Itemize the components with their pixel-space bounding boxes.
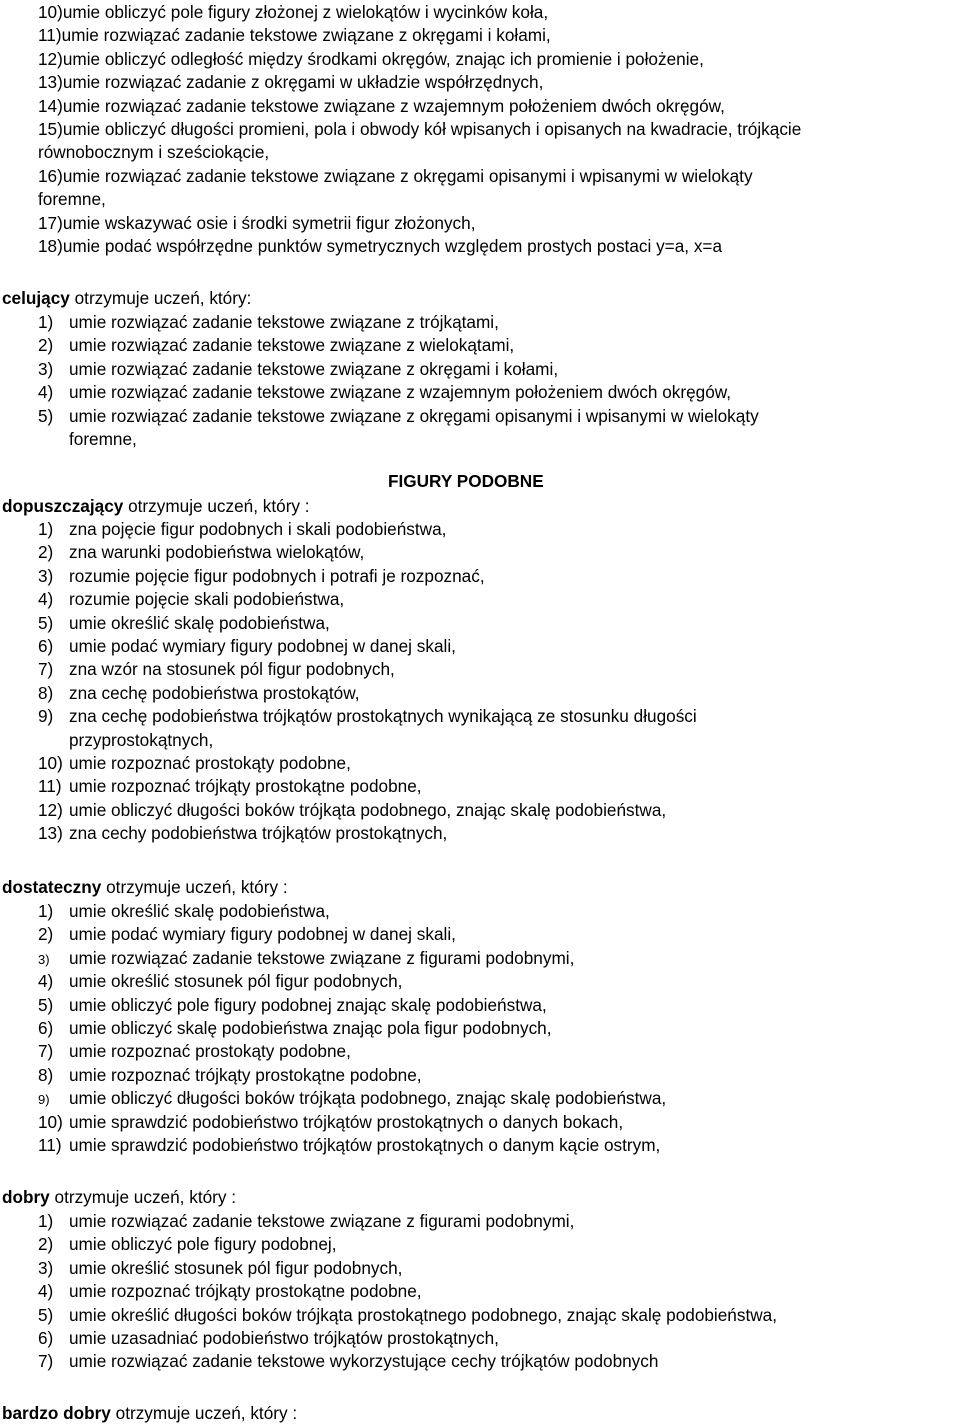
section-heading (388, 470, 544, 492)
item-text: rozumie pojęcie figur podobnych i potrafi je rozpoznać, (69, 565, 485, 586)
item-text: zna warunki podobieństwa wielokątów, (69, 542, 365, 563)
list-item (38, 1017, 552, 1039)
section-title: FIGURY PODOBNE (388, 471, 544, 491)
item-text: umie określić stosunek pól figur podobnych, (69, 1257, 403, 1278)
item-text: umie sprawdzić podobieństwo trójkątów prostokątnych o danym kącie ostrym, (69, 1135, 661, 1155)
item-number: 2) (38, 924, 54, 945)
item-text-continuation: przyprostokątnych, (69, 729, 214, 750)
list-item (38, 311, 499, 333)
list-item (38, 71, 543, 93)
list-item (38, 1280, 422, 1302)
item-text: umie obliczyć pole figury złożonej z wielokątów i wycinków koła, (62, 2, 549, 22)
item-number: 4) (38, 971, 54, 992)
list-item (38, 612, 330, 634)
item-text: umie rozwiązać zadanie tekstowe związane z wzajemnym położeniem dwóch okręgów, (62, 95, 725, 116)
list-item (38, 1064, 422, 1086)
list-item (38, 1257, 402, 1279)
item-text: zna cechę podobieństwa trójkątów prostokątnych wynikającą ze stosunku długości (69, 706, 697, 727)
item-number: 1) (38, 901, 54, 921)
list-item (38, 334, 514, 356)
list-item (38, 900, 330, 922)
item-text-continuation: foremne, (38, 189, 106, 210)
grade-header (2, 1402, 297, 1424)
grade-intro: otrzymuje uczeń, który : (128, 496, 310, 516)
item-number: 4) (38, 382, 54, 403)
item-number: 10) (38, 1111, 63, 1132)
item-text: umie obliczyć pole figury podobnej znając skalę podobieństwa, (69, 994, 547, 1015)
item-number: 10) (38, 753, 63, 773)
item-number: 12) (38, 48, 63, 69)
grade-label: dopuszczający (2, 496, 124, 516)
item-number: 7) (38, 1351, 54, 1372)
item-text: umie rozwiązać zadanie tekstowe wykorzystujące cechy trójkątów podobnych (69, 1351, 659, 1372)
list-item (38, 541, 364, 563)
item-number: 4) (38, 589, 54, 610)
item-number: 9) (38, 706, 54, 727)
item-number: 11) (38, 776, 62, 797)
list-item (38, 518, 446, 540)
item-text: umie obliczyć skalę podobieństwa znając pola figur podobnych, (69, 1018, 552, 1038)
item-number: 6) (38, 636, 54, 656)
list-item (38, 658, 395, 680)
grade-intro: otrzymuje uczeń, który : (106, 877, 288, 897)
item-number: 7) (38, 659, 54, 680)
list-item (38, 358, 558, 380)
item-number: 2) (38, 1234, 54, 1255)
grade-intro: otrzymuje uczeń, który : (115, 1403, 298, 1423)
item-text: umie rozpoznać trójkąty prostokątne podobne, (69, 776, 422, 797)
item-number: 3) (38, 1257, 54, 1278)
item-number: 16) (38, 165, 63, 186)
list-item (38, 1134, 660, 1156)
item-text: umie rozwiązać zadanie tekstowe związane z okręgami opisanymi i wpisanymi w wielokąty (69, 405, 759, 426)
grade-label: dostateczny (2, 877, 102, 897)
item-number: 11) (38, 1135, 62, 1155)
item-number: 3) (38, 565, 54, 586)
grade-label: celujący (2, 288, 70, 308)
item-text: umie rozwiązać zadanie z okręgami w układzie współrzędnych, (62, 72, 544, 93)
item-number: 9) (38, 1092, 50, 1108)
item-text: umie rozwiązać zadanie tekstowe związane z wzajemnym położeniem dwóch okręgów, (69, 382, 732, 403)
list-item (38, 775, 422, 797)
item-text: umie obliczyć pole figury podobnej, (69, 1234, 337, 1255)
item-number: 5) (38, 612, 54, 633)
item-number: 5) (38, 1304, 54, 1325)
item-text: zna cechy podobieństwa trójkątów prostokątnych, (69, 823, 448, 844)
grade-intro: otrzymuje uczeń, który : (54, 1187, 237, 1207)
list-item-continuation (38, 141, 269, 163)
list-item (38, 1210, 574, 1232)
list-item (38, 24, 551, 46)
item-number: 2) (38, 335, 54, 356)
list-item (38, 1111, 623, 1133)
item-number: 6) (38, 1018, 54, 1038)
item-text: umie wskazywać osie i środki symetrii figur złożonych, (62, 212, 476, 233)
item-text: zna wzór na stosunek pól figur podobnych, (69, 659, 395, 680)
grade-label: dobry (2, 1187, 50, 1207)
grade-header (2, 287, 251, 309)
list-item (38, 1, 548, 23)
list-item (38, 1087, 666, 1109)
list-item (38, 994, 547, 1016)
list-item (38, 822, 447, 844)
item-number: 11) (38, 25, 62, 46)
item-text-continuation: równobocznym i sześciokącie, (38, 142, 270, 163)
list-item-continuation (69, 428, 137, 450)
item-text: umie uzasadniać podobieństwo trójkątów prostokątnych, (69, 1328, 499, 1348)
item-number: 6) (38, 1328, 54, 1348)
item-number: 1) (38, 1211, 54, 1231)
item-text: umie rozwiązać zadanie tekstowe związane z okręgami i kołami, (69, 358, 559, 379)
list-item-continuation (69, 729, 213, 751)
item-text: umie podać współrzędne punktów symetrycznych względem prostych postaci y=a, x=a (62, 236, 723, 256)
item-text: umie określić długości boków trójkąta prostokątnego podobnego, znając skalę podobieństwa, (69, 1304, 777, 1325)
list-item (38, 1040, 351, 1062)
item-number: 13) (38, 72, 63, 93)
item-number: 3) (38, 951, 50, 967)
item-number: 14) (38, 95, 63, 116)
list-item (38, 95, 725, 117)
item-number: 5) (38, 405, 54, 426)
item-number: 3) (38, 358, 54, 379)
list-item (38, 923, 456, 945)
list-item (38, 635, 456, 657)
item-text: umie podać wymiary figury podobnej w danej skali, (69, 924, 456, 945)
item-text: umie określić stosunek pól figur podobnych, (69, 971, 403, 992)
item-text: umie podać wymiary figury podobnej w danej skali, (69, 636, 456, 656)
item-text: umie określić skalę podobieństwa, (69, 901, 330, 921)
item-text: umie obliczyć długości promieni, pola i obwody kół wpisanych i opisanych na kwadracie, trójkącie (62, 119, 802, 139)
item-number: 7) (38, 1041, 54, 1062)
list-item (38, 799, 666, 821)
item-number: 8) (38, 682, 54, 703)
item-text: umie rozpoznać prostokąty podobne, (69, 753, 351, 773)
list-item (38, 1233, 337, 1255)
item-text: umie rozwiązać zadanie tekstowe związane z wielokątami, (69, 335, 515, 356)
list-item (38, 565, 485, 587)
item-text: umie rozwiązać zadanie tekstowe związane z okręgami i kołami, (61, 25, 551, 46)
item-number: 17) (38, 212, 63, 233)
list-item (38, 405, 759, 427)
grade-intro: otrzymuje uczeń, który: (74, 288, 252, 308)
item-number: 1) (38, 519, 54, 539)
list-item (38, 1350, 658, 1372)
list-item (38, 118, 801, 140)
list-item (38, 48, 704, 70)
item-text: umie rozwiązać zadanie tekstowe związane z figurami podobnymi, (69, 947, 575, 968)
list-item (38, 752, 351, 774)
item-text: rozumie pojęcie skali podobieństwa, (69, 589, 345, 610)
list-item (38, 705, 697, 727)
list-item (38, 970, 402, 992)
item-number: 13) (38, 823, 63, 844)
item-text: umie obliczyć długości boków trójkąta podobnego, znając skalę podobieństwa, (69, 799, 667, 820)
grade-label: bardzo dobry (2, 1403, 111, 1423)
item-text: umie rozpoznać trójkąty prostokątne podobne, (69, 1064, 422, 1085)
list-item (38, 947, 574, 969)
item-text: umie rozwiązać zadanie tekstowe związane z figurami podobnymi, (69, 1211, 575, 1231)
grade-header (2, 1186, 236, 1208)
item-text: umie rozpoznać trójkąty prostokątne podobne, (69, 1281, 422, 1302)
grade-header (2, 876, 288, 898)
list-item (38, 1304, 777, 1326)
item-text: umie rozpoznać prostokąty podobne, (69, 1041, 351, 1062)
item-text: umie obliczyć odległość między środkami okręgów, znając ich promienie i położenie, (62, 48, 704, 69)
item-number: 1) (38, 312, 54, 332)
item-text: zna cechę podobieństwa prostokątów, (69, 682, 360, 703)
item-text: umie sprawdzić podobieństwo trójkątów prostokątnych o danych bokach, (69, 1111, 624, 1132)
item-text: umie rozwiązać zadanie tekstowe związane z trójkątami, (69, 312, 499, 332)
item-number: 12) (38, 799, 63, 820)
list-item (38, 165, 753, 187)
item-text: zna pojęcie figur podobnych i skali podobieństwa, (69, 519, 447, 539)
grade-header (2, 495, 310, 517)
list-item (38, 682, 359, 704)
item-number: 18) (38, 236, 63, 256)
item-number: 15) (38, 119, 63, 139)
list-item (38, 1327, 499, 1349)
item-text: umie określić skalę podobieństwa, (69, 612, 330, 633)
item-number: 10) (38, 2, 63, 22)
item-text: umie obliczyć długości boków trójkąta podobnego, znając skalę podobieństwa, (69, 1088, 667, 1109)
item-text-continuation: foremne, (69, 429, 137, 449)
item-text: umie rozwiązać zadanie tekstowe związane z okręgami opisanymi i wpisanymi w wielokąty (62, 165, 753, 186)
list-item-continuation (38, 188, 106, 210)
item-number: 2) (38, 542, 54, 563)
list-item (38, 588, 344, 610)
list-item (38, 212, 475, 234)
item-number: 5) (38, 994, 54, 1015)
list-item (38, 235, 722, 257)
item-number: 4) (38, 1281, 54, 1302)
item-number: 8) (38, 1064, 54, 1085)
list-item (38, 381, 731, 403)
